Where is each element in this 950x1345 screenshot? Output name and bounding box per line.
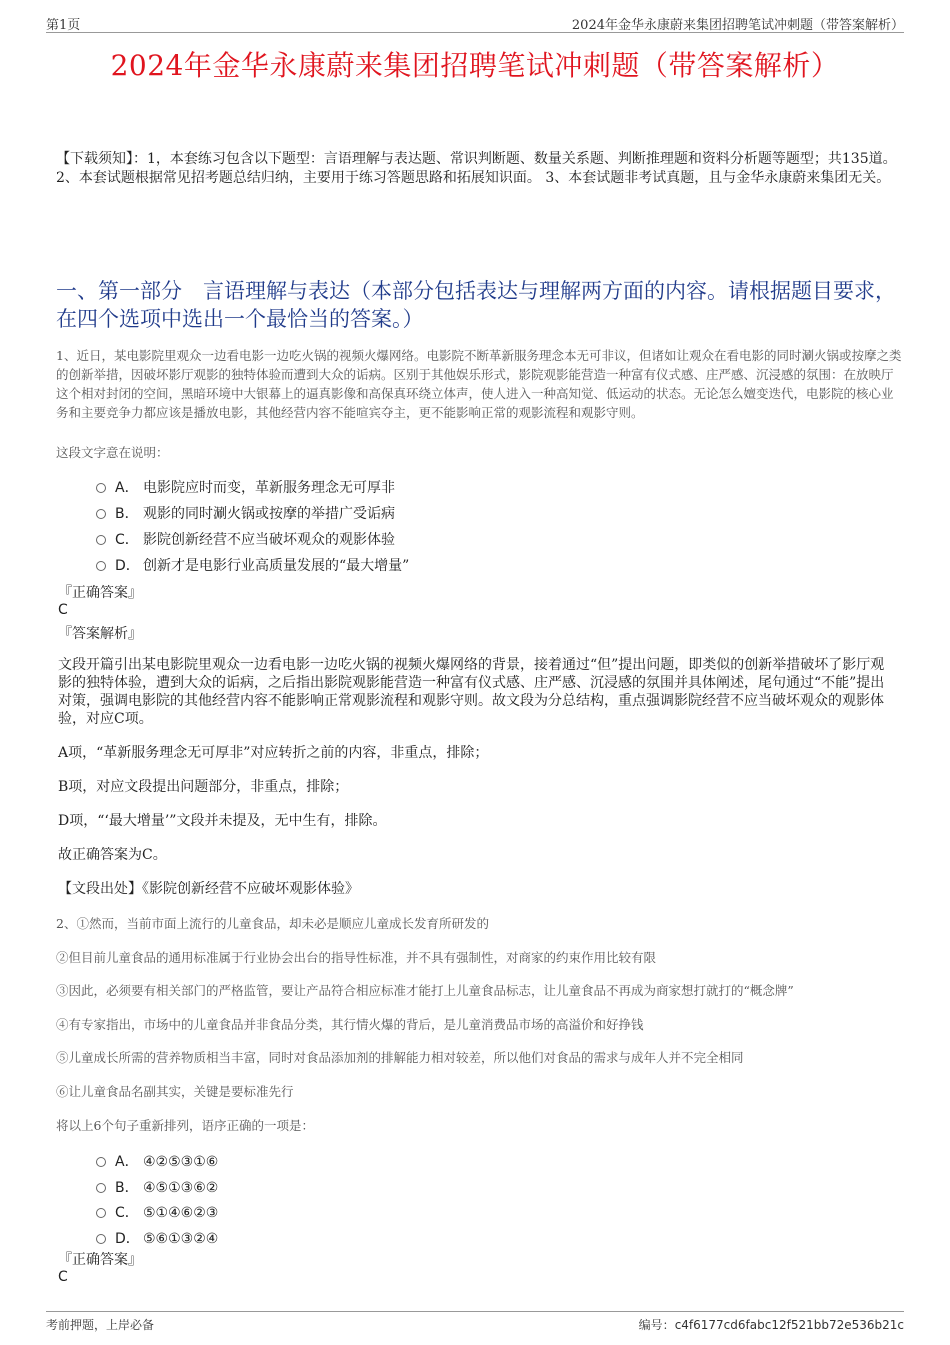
q1-analysis-tag: 『答案解析』 [58,626,142,642]
footer-slogan: 考前押题，上岸必备 [46,1318,155,1332]
q2-option-c[interactable]: C． ⑤①④⑥②③ [96,1202,218,1222]
q2-line-2: ②但目前儿童食品的通用标准属于行业协会出台的指导性标准，并不具有强制性，对商家的约束作用比较有限 [56,950,657,965]
q1-option-b[interactable]: B． 观影的同时涮火锅或按摩的举措广受诟病 [96,503,395,523]
q1-source: 【文段出处】《影院创新经营不应破坏观影体验》 [58,881,359,897]
radio-icon[interactable] [96,535,106,545]
q2-line-3: ③因此，必须要有相关部门的严格监管，要让产品符合相应标准才能打上儿童食品标志，让儿童食品不再成为商家想打就打的“概念牌” [56,983,794,998]
q2-option-a[interactable]: A． ④②⑤③①⑥ [96,1151,218,1171]
q1-answer-tag: 『正确答案』 [58,585,142,601]
q1-option-d[interactable]: D． 创新才是电影行业高质量发展的“最大增量” [96,555,409,575]
footer-code [639,1316,904,1333]
q1-option-c[interactable]: C． 影院创新经营不应当破坏观众的观影体验 [96,529,395,549]
q2-option-d[interactable]: D． ⑤⑥①③②④ [96,1228,218,1248]
header-divider [46,32,904,33]
q2-answer: C [58,1269,68,1285]
q2-prompt: 将以上6个句子重新排列，语序正确的一项是： [56,1118,314,1133]
question-1-prompt: 这段文字意在说明： [56,445,169,460]
radio-icon[interactable] [96,1208,106,1218]
header-doc-title: 2024年金华永康蔚来集团招聘笔试冲刺题（带答案解析） [571,18,904,33]
radio-icon[interactable] [96,1183,106,1193]
download-notice: 【下载须知】：1，本套练习包含以下题型：言语理解与表达题、常识判断题、数量关系题、判断推理题和资料分析题等题型；共135道。 2、本套试题根据常见招考题总结归纳，主要用于练习答题思路和拓展知识面。 3、本套试题非考试真题，且与金华永康蔚来集团无关。 [56,151,897,186]
q2-line-6: ⑥让儿童食品名副其实，关键是要标准先行 [56,1084,294,1099]
radio-icon[interactable] [96,483,106,493]
radio-icon[interactable] [96,561,106,571]
footer-code-value: c4f6177cd6fabc12f521bb72e536b21c [674,1318,904,1332]
q1-analysis-d: D项，“‘最大增量’”文段并未提及，无中生有，排除。 [58,813,387,829]
question-1-stem: 1、近日，某电影院里观众一边看电影一边吃火锅的视频火爆网络。电影院不断革新服务理念本无可非议，但诸如让观众在看电影的同时涮火锅或按摩之类的创新举措，因破坏影厅观影的独特体验而遭到大众的诟病。区别于其他娱乐形式，影院观影能营造一种富有仪式感、庄严感、沉浸感的氛围：在放映厅这个相对封闭的空间，黑暗环境中大银幕上的逼真影像和高保真环绕立体声，使人进入一种高知觉、低运动的状态。无论怎么嬗变迭代，电影院的核心业务和主要竞争力都应该是播放电影，其他经营内容不能喧宾夺主，更不能影响正常的观影流程和观影守则。 [56,348,902,420]
q1-option-a[interactable]: A． 电影院应时而变，革新服务理念无可厚非 [96,477,395,497]
q1-analysis-main: 文段开篇引出某电影院里观众一边看电影一边吃火锅的视频火爆网络的背景，接着通过“但”提出问题，即类似的创新举措破坏了影厅观影的独特体验，遭到大众的诟病，之后指出影院观影能营造一种富有仪式感、庄严感、沉浸感的氛围并具体阐述，尾句通过“不能”提出对策，强调电影院的其他经营内容不能影响正常观影流程和观影守则。故文段为分总结构，重点强调影院经营不应当破坏观众的观影体验，对应C项。 [58,657,885,727]
radio-icon[interactable] [96,1157,106,1167]
footer-code-label: 编号： [638,1318,675,1332]
q2-line-1: 2、①然而，当前市面上流行的儿童食品，却未必是顺应儿童成长发育所研发的 [56,916,489,931]
q2-option-b[interactable]: B． ④⑤①③⑥② [96,1177,218,1197]
radio-icon[interactable] [96,509,106,519]
page-title: 2024年金华永康蔚来集团招聘笔试冲刺题（带答案解析） [110,49,840,82]
q1-answer: C [58,602,68,618]
q1-analysis-conclusion: 故正确答案为C。 [58,847,167,863]
footer-divider [46,1311,904,1312]
q1-analysis-b: B项，对应文段提出问题部分，非重点，排除； [58,779,349,795]
q2-line-5: ⑤儿童成长所需的营养物质相当丰富，同时对食品添加剂的排解能力相对较差，所以他们对食品的需求与成年人并不完全相同 [56,1050,744,1065]
q2-answer-tag: 『正确答案』 [58,1252,142,1268]
section-title: 一、第一部分 言语理解与表达（本部分包括表达与理解两方面的内容。请根据题目要求，在四个选项中选出一个最恰当的答案。） [56,279,896,331]
q2-line-4: ④有专家指出，市场中的儿童食品并非食品分类，其行情火爆的背后，是儿童消费品市场的高溢价和好挣钱 [56,1017,644,1032]
radio-icon[interactable] [96,1234,106,1244]
page-number: 第1页 [46,18,81,33]
q1-analysis-a: A项，“革新服务理念无可厚非”对应转折之前的内容，非重点，排除； [58,745,489,761]
